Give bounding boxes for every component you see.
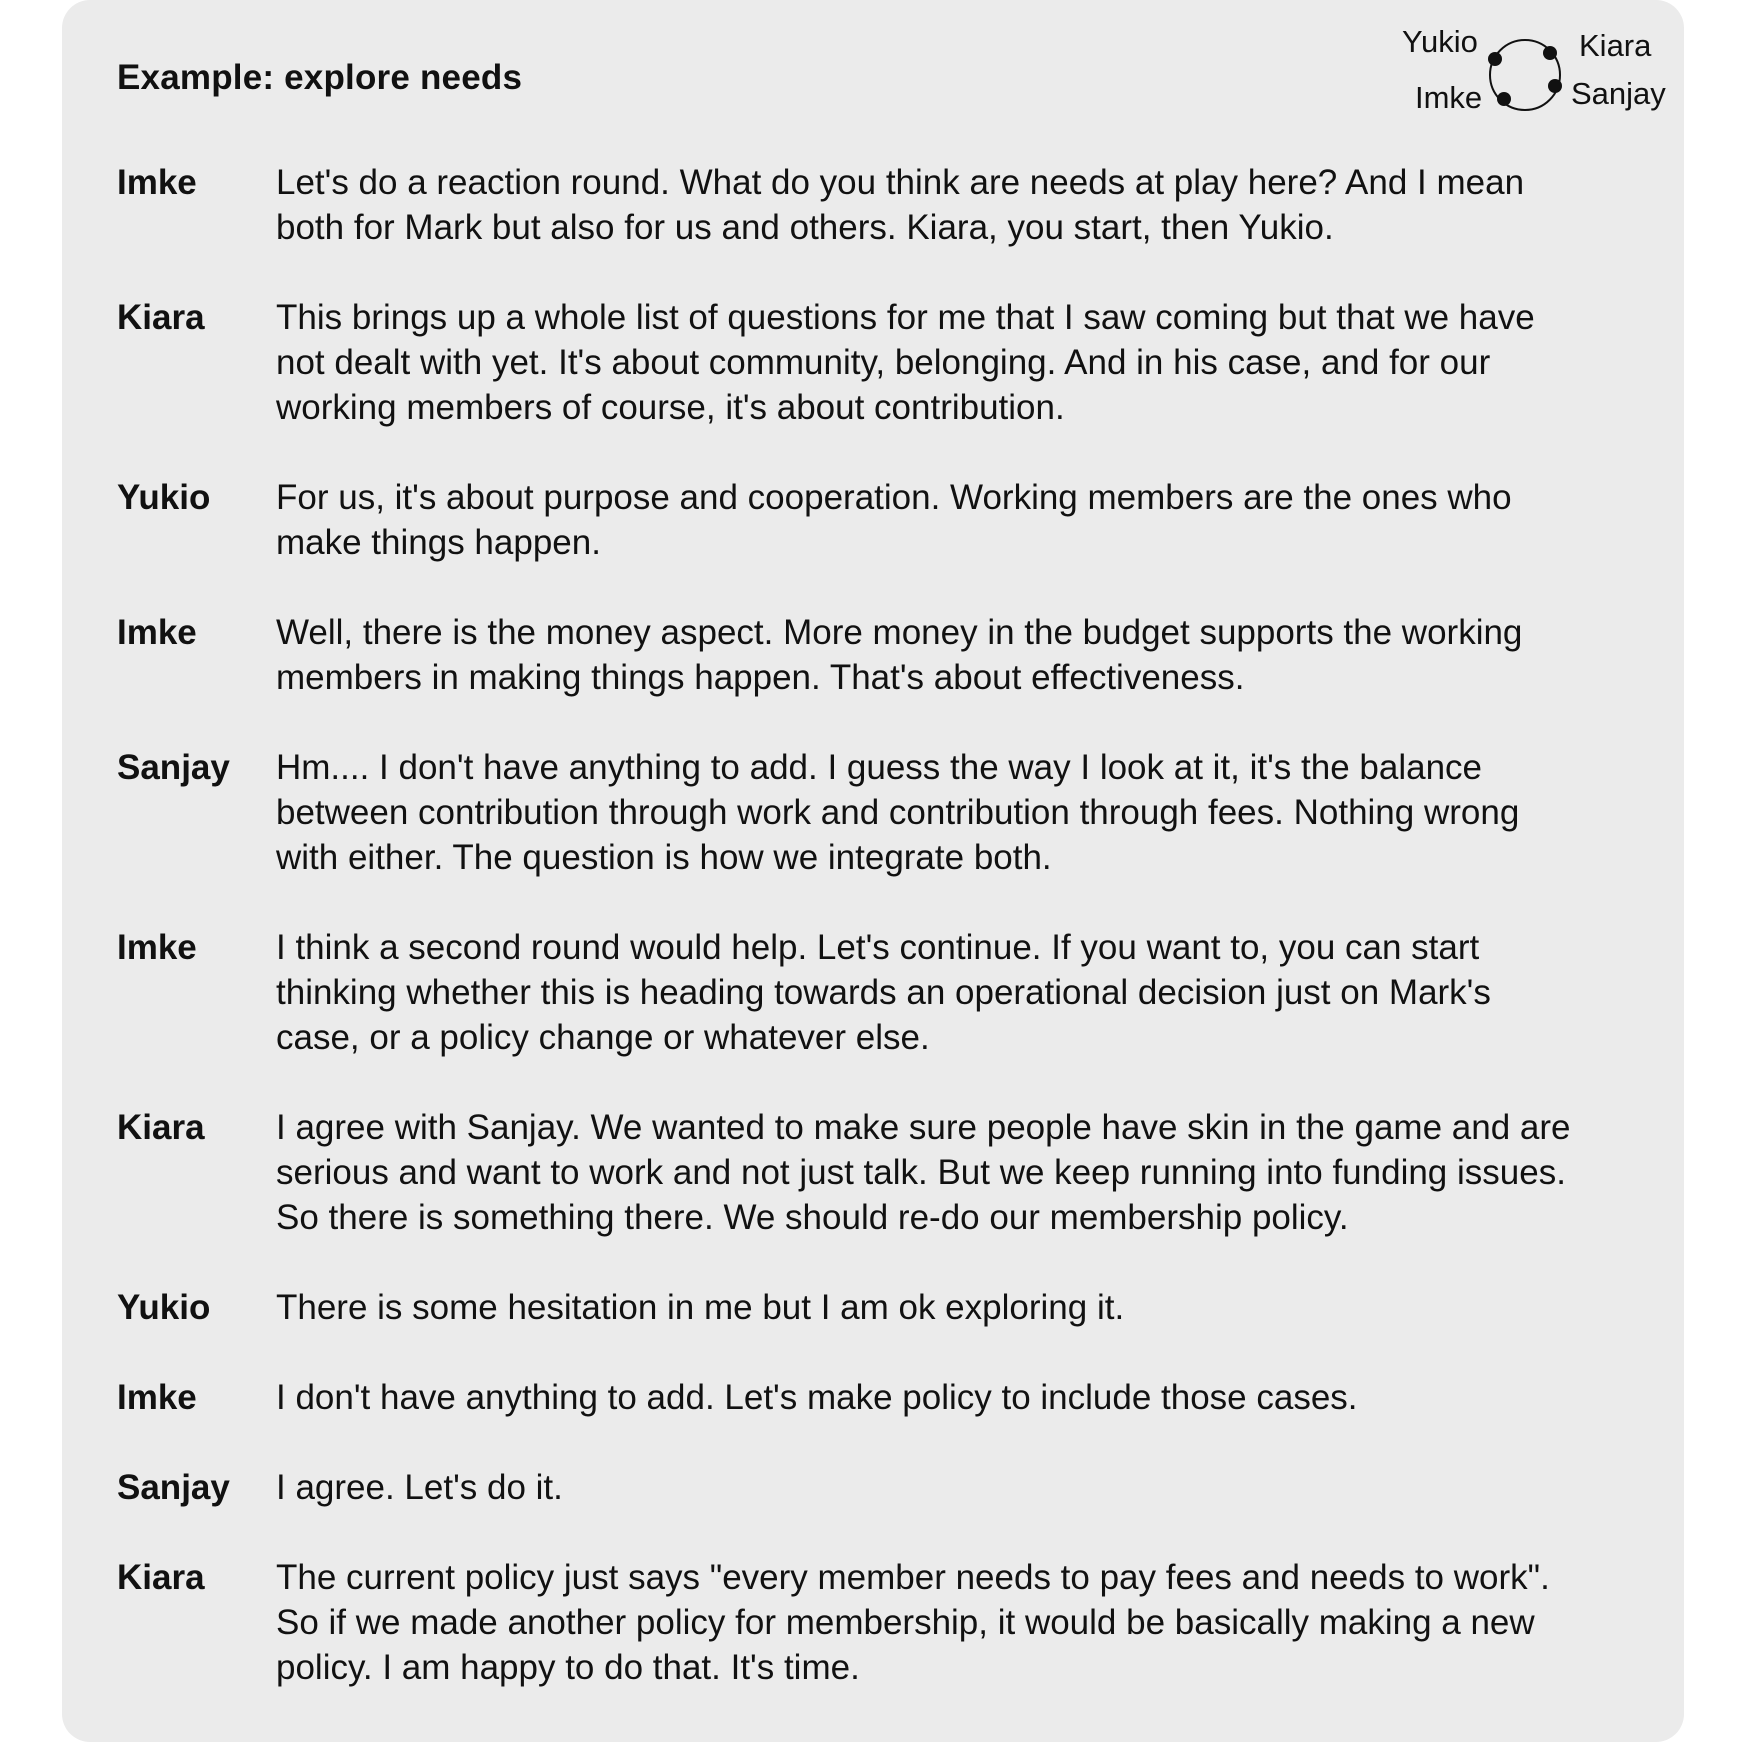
utterance-text: This brings up a whole list of questions for me that I saw coming but that we have not dealt with yet. It's about community, belonging. And in his case, and for our working members of course, it's about contribution. bbox=[276, 298, 1535, 427]
utterance-text: I think a second round would help. Let's continue. If you want to, you can start thinking whether this is heading towards an operational decision just on Mark's case, or a policy change or whatever else. bbox=[276, 928, 1491, 1057]
utterance-text: There is some hesitation in me but I am ok exploring it. bbox=[276, 1288, 1125, 1327]
utterance-text: I agree. Let's do it. bbox=[276, 1468, 563, 1507]
utterance-text: Hm.... I don't have anything to add. I guess the way I look at it, it's the balance between contribution through work and contribution through fees. Nothing wrong with either. The question is how we integrate both. bbox=[276, 748, 1520, 877]
speaker-name: Imke bbox=[117, 613, 197, 652]
speaker-name: Imke bbox=[117, 163, 197, 202]
speaker-name: Sanjay bbox=[117, 748, 230, 787]
page-title: Example: explore needs bbox=[117, 58, 523, 97]
utterance-text: I agree with Sanjay. We wanted to make sure people have skin in the game and are serious and want to work and not just talk. But we keep running into funding issues. So there is something there. We should re-do our membership policy. bbox=[276, 1108, 1571, 1237]
speaker-name: Kiara bbox=[117, 1108, 205, 1147]
seat-label-imke: Imke bbox=[1415, 80, 1483, 115]
seat-label-kiara: Kiara bbox=[1579, 28, 1652, 63]
utterance-text: Well, there is the money aspect. More money in the budget supports the working members in making things happen. That's about effectiveness. bbox=[276, 613, 1523, 697]
seat-label-sanjay: Sanjay bbox=[1571, 76, 1666, 111]
speaker-name: Kiara bbox=[117, 298, 205, 337]
speaker-name: Kiara bbox=[117, 1558, 205, 1597]
utterance-text: For us, it's about purpose and cooperation. Working members are the ones who make things happen. bbox=[276, 478, 1512, 562]
speaker-name: Sanjay bbox=[117, 1468, 230, 1507]
speaker-name: Imke bbox=[117, 1378, 197, 1417]
speaker-name: Imke bbox=[117, 928, 197, 967]
seat-label-yukio: Yukio bbox=[1402, 24, 1478, 59]
utterance-text: Let's do a reaction round. What do you think are needs at play here? And I mean both for Mark but also for us and others. Kiara, you start, then Yukio. bbox=[276, 163, 1525, 247]
speaker-name: Yukio bbox=[117, 1288, 211, 1327]
speaker-name: Yukio bbox=[117, 478, 211, 517]
utterance-text: The current policy just says "every member needs to pay fees and needs to work". So if we made another policy for membership, it would be basically making a new policy. I am happy to do that. It's time. bbox=[276, 1558, 1550, 1687]
utterance-text: I don't have anything to add. Let's make policy to include those cases. bbox=[276, 1378, 1358, 1417]
